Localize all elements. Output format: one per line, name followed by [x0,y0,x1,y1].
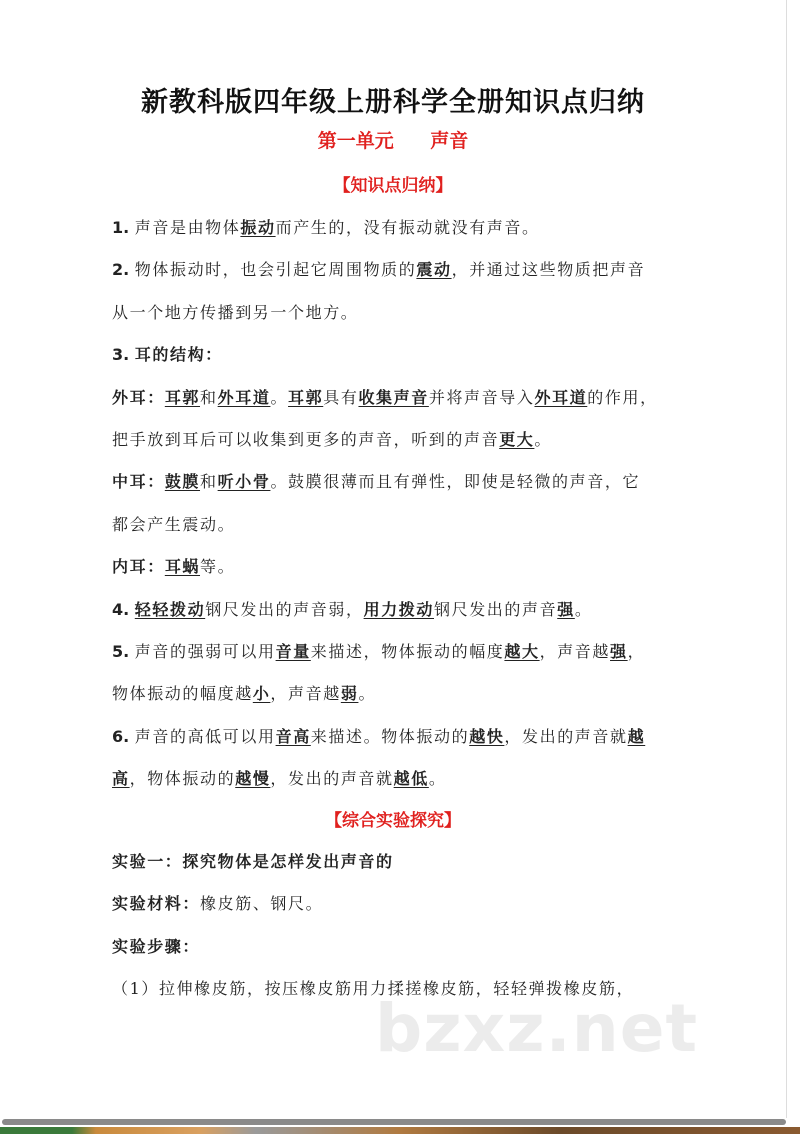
key-term: 震动 [416,260,452,280]
text-segment: 都会产生震动。 [112,514,236,534]
text-line [112,215,540,238]
text-line [112,300,358,323]
watermark: bzxz.net [375,990,699,1067]
text-segment: 来描述，物体振动的幅度 [310,642,505,661]
key-term: 收集声音 [358,387,429,407]
bold-label: 实验步骤： [112,936,201,956]
text-segment: 声音是由物体 [134,218,241,237]
text-segment: 等。 [200,557,236,577]
key-term: 外耳道 [534,387,588,407]
text-segment: 。 [428,769,447,789]
text-segment: 。 [270,387,289,407]
section-heading-experiment: 【综合实验探究】 [325,811,461,831]
bold-label: 外耳： [112,387,165,407]
key-term: 耳郭 [164,387,201,407]
text-segment: 橡皮筋、钢尺。 [200,894,324,914]
text-segment: 物体振动的幅度越 [112,684,253,704]
document-title: 新教科版四年级上册科学全册知识点归纳 [141,87,645,118]
text-line [112,512,235,535]
key-term: 轻轻拨动 [134,599,206,619]
bold-label: 耳的结构： [134,345,223,365]
text-line [112,681,376,704]
section-heading-knowledge: 【知识点归纳】 [333,176,453,196]
item-number: 2. [112,260,135,280]
key-term: 弱 [340,684,359,704]
key-term: 听小骨 [217,472,271,492]
key-term: 越慢 [235,769,271,789]
key-term: 越低 [393,769,429,789]
text-segment: 把手放到耳后可以收集到更多的声音，听到的声音 [112,430,500,449]
text-segment: ， [627,642,646,661]
text-segment: ，发出的声音就 [504,726,628,746]
text-line [112,724,645,747]
text-line [112,554,235,577]
text-segment: 。 [534,430,553,449]
text-segment: ，声音越 [270,684,341,704]
key-term: 鼓膜 [164,472,201,492]
item-number: 3. [112,345,135,365]
text-segment: 。 [358,684,377,704]
bold-label: 内耳： [112,557,165,577]
key-term: 高 [112,769,130,789]
text-segment: ，发出的声音就 [270,769,394,789]
key-term: 强 [610,642,628,661]
key-term: 强 [557,599,575,619]
bold-label: 中耳： [112,472,165,492]
text-segment: 。 [574,599,593,619]
text-line [112,427,552,450]
bold-label: 实验一：探究物体是怎样发出声音的 [112,852,394,871]
key-term: 用力拨动 [363,599,434,619]
text-line [112,257,645,280]
text-segment: ，并通过这些物质把声音 [451,260,646,280]
key-term: 小 [252,684,271,704]
text-segment: 。鼓膜很薄而且有弹性，即使是轻微的声音，它 [270,472,641,492]
text-segment: 而产生的，没有振动就没有声音。 [275,218,540,237]
unit-heading: 第一单元 声音 [317,130,469,152]
text-line [112,934,200,957]
text-segment: 和 [200,387,218,407]
item-number: 6. [112,726,135,746]
key-term: 越大 [504,642,540,661]
bold-label: 实验材料： [112,894,201,914]
key-term: 耳郭 [288,387,324,407]
horizontal-scrollbar[interactable] [2,1119,786,1125]
text-segment: 钢尺发出的声音弱， [205,599,364,619]
text-line [112,891,323,914]
text-line [112,766,446,789]
text-segment: 钢尺发出的声音 [434,599,558,619]
key-term: 越 [627,726,646,746]
key-term: 耳蜗 [164,557,201,577]
text-line [112,342,223,365]
text-line [112,385,658,408]
text-segment: 声音的强弱可以用 [134,642,276,661]
key-term: 振动 [240,218,276,237]
text-segment: 物体振动时，也会引起它周围物质的 [134,260,417,280]
text-line [112,639,645,662]
text-line [112,597,592,620]
text-segment: 从一个地方传播到另一个地方。 [112,302,359,322]
key-term: 音高 [275,726,311,746]
item-number: 1. [112,218,135,237]
text-segment: 并将声音导入 [428,387,535,407]
text-line [112,469,640,492]
text-segment: 声音的高低可以用 [134,726,276,746]
text-line [112,849,394,872]
key-term: 音量 [275,642,311,661]
text-segment: （1）拉伸橡皮筋，按压橡皮筋用力揉搓橡皮筋，轻轻弹拨橡皮筋， [112,979,635,999]
text-segment: 和 [200,472,218,492]
text-segment: 具有 [323,387,359,407]
key-term: 更大 [499,430,535,449]
text-segment: ，物体振动的 [129,769,236,789]
text-segment: ，声音越 [539,642,611,661]
background-strip [0,1127,800,1134]
item-number: 5. [112,642,135,661]
text-segment: 的作用， [587,387,658,407]
key-term: 外耳道 [217,387,271,407]
text-segment: 来描述。物体振动的 [310,726,470,746]
key-term: 越快 [469,726,505,746]
item-number: 4. [112,599,135,619]
